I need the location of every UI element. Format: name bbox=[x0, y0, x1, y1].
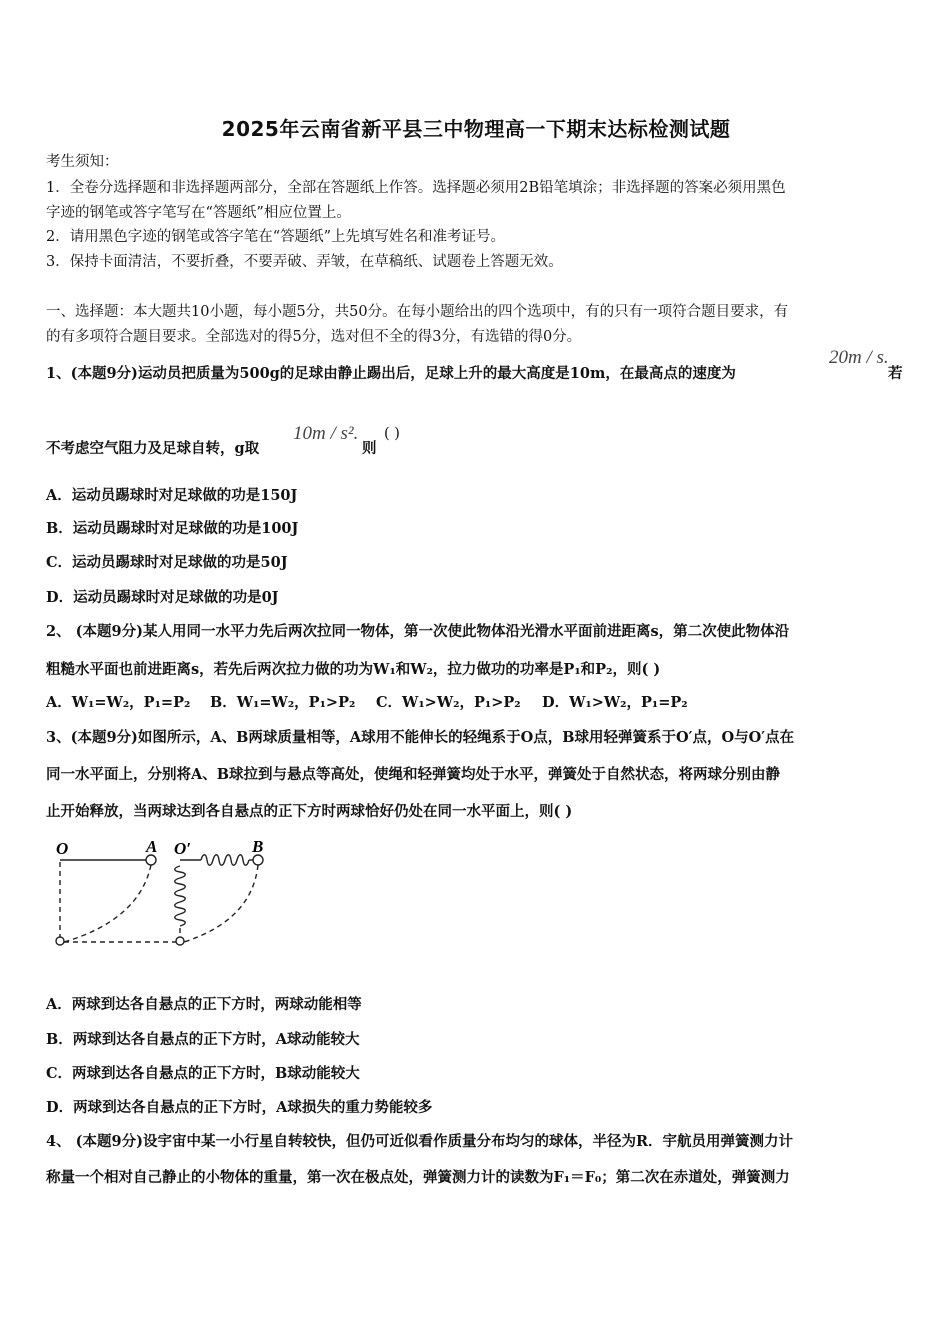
q1-ze: 则 bbox=[362, 440, 377, 457]
label-a: A bbox=[146, 837, 158, 856]
spring-vertical bbox=[175, 866, 186, 926]
q3-stem-line-3: 止开始释放，当两球达到各自悬点的正下方时两球恰好仍处在同一水平面上，则( ) bbox=[46, 803, 573, 820]
label-o-prime: O′ bbox=[174, 839, 192, 858]
label-b: B bbox=[252, 837, 264, 856]
ball-b bbox=[253, 855, 263, 865]
ball-a-bottom bbox=[56, 937, 64, 945]
q3-stem-line-1: 3、(本题9分)如图所示，A、B两球质量相等，A球用不能伸长的轻绳系于O点，B球用轻弹簧系于O′点，O与O′点在 bbox=[46, 729, 795, 746]
notice-heading: 考生须知： bbox=[46, 154, 119, 170]
pendulum-spring-figure bbox=[54, 832, 284, 960]
q3-option-d: D．两球到达各自悬点的正下方时，A球损失的重力势能较多 bbox=[46, 1099, 433, 1116]
q1-stem-line-2: 不考虑空气阻力及足球自转，g取 bbox=[46, 440, 260, 457]
q2-stem-line-2: 粗糙水平面也前进距离s，若先后两次拉力做的功为W₁和W₂，拉力做功的功率是P₁和P₂，则( ) bbox=[46, 661, 661, 678]
notice-line-2: 字迹的钢笔或答字笔写在“答题纸”相应位置上。 bbox=[46, 205, 351, 221]
q2-option-c: C．W₁>W₂，P₁>P₂ bbox=[376, 694, 521, 711]
q1-g-value: 10m / s². bbox=[293, 423, 359, 444]
q3-option-c: C．两球到达各自悬点的正下方时，B球动能较大 bbox=[46, 1065, 360, 1082]
q1-stem-line-1: 1、(本题9分)运动员把质量为500g的足球由静止踢出后，足球上升的最大高度是10m，在最高点的速度为 bbox=[46, 365, 736, 382]
q1-speed-value: 20m / s. bbox=[829, 347, 889, 368]
section-intro-line-1: 一、选择题：本大题共10小题，每小题5分，共50分。在每小题给出的四个选项中，有的只有一项符合题目要求，有 bbox=[46, 304, 789, 320]
q1-option-d: D．运动员踢球时对足球做的功是0J bbox=[46, 589, 279, 606]
section-intro-line-2: 的有多项符合题目要求。全部选对的得5分，选对但不全的得3分，有选错的得0分。 bbox=[46, 329, 582, 345]
notice-line-1: 1．全卷分选择题和非选择题两部分，全部在答题纸上作答。选择题必须用2B铅笔填涂；非选择题的答案必须用黑色 bbox=[46, 180, 786, 196]
q3-option-b: B．两球到达各自悬点的正下方时，A球动能较大 bbox=[46, 1031, 360, 1048]
q1-answer-paren: ( ) bbox=[384, 426, 400, 442]
notice-line-4: 3．保持卡面清洁，不要折叠，不要弄破、弄皱，在草稿纸、试题卷上答题无效。 bbox=[46, 254, 563, 270]
ball-b-bottom bbox=[176, 937, 184, 945]
label-o: O bbox=[56, 839, 69, 858]
q1-option-b: B．运动员踢球时对足球做的功是100J bbox=[46, 520, 299, 537]
q2-option-d: D．W₁>W₂，P₁=P₂ bbox=[542, 694, 688, 711]
q1-option-a: A．运动员踢球时对足球做的功是150J bbox=[46, 487, 298, 504]
q3-option-a: A．两球到达各自悬点的正下方时，两球动能相等 bbox=[46, 996, 362, 1013]
q4-stem-line-1: 4、 (本题9分)设宇宙中某一小行星自转较快，但仍可近似看作质量分布均匀的球体，半径为R．宇航员用弹簧测力计 bbox=[46, 1133, 793, 1150]
q3-stem-line-2: 同一水平面上，分别将A、B球拉到与悬点等高处，使绳和轻弹簧均处于水平，弹簧处于自然状态，将两球分别由静 bbox=[46, 766, 781, 783]
ball-a bbox=[146, 855, 156, 865]
notice-line-3: 2．请用黑色字迹的钢笔或答字笔在“答题纸”上先填写姓名和准考证号。 bbox=[46, 229, 506, 245]
q4-stem-line-2: 称量一个相对自己静止的小物体的重量，第一次在极点处，弹簧测力计的读数为F₁＝F₀；第二次在赤道处，弹簧测力 bbox=[46, 1169, 790, 1186]
q2-option-b: B．W₁=W₂，P₁>P₂ bbox=[210, 694, 356, 711]
q2-option-a: A．W₁=W₂，P₁=P₂ bbox=[46, 694, 191, 711]
ball-b-path bbox=[184, 865, 258, 942]
q1-option-c: C．运动员踢球时对足球做的功是50J bbox=[46, 554, 288, 571]
q1-ruo: 若 bbox=[888, 365, 903, 382]
spring-horizontal bbox=[201, 855, 249, 866]
q2-stem-line-1: 2、 (本题9分)某人用同一水平力先后两次拉同一物体，第一次使此物体沿光滑水平面前进距离s，第二次使此物体沿 bbox=[46, 623, 790, 640]
page-title: 2025年云南省新平县三中物理高一下期末达标检测试题 bbox=[221, 117, 731, 141]
ball-a-path bbox=[64, 865, 151, 942]
